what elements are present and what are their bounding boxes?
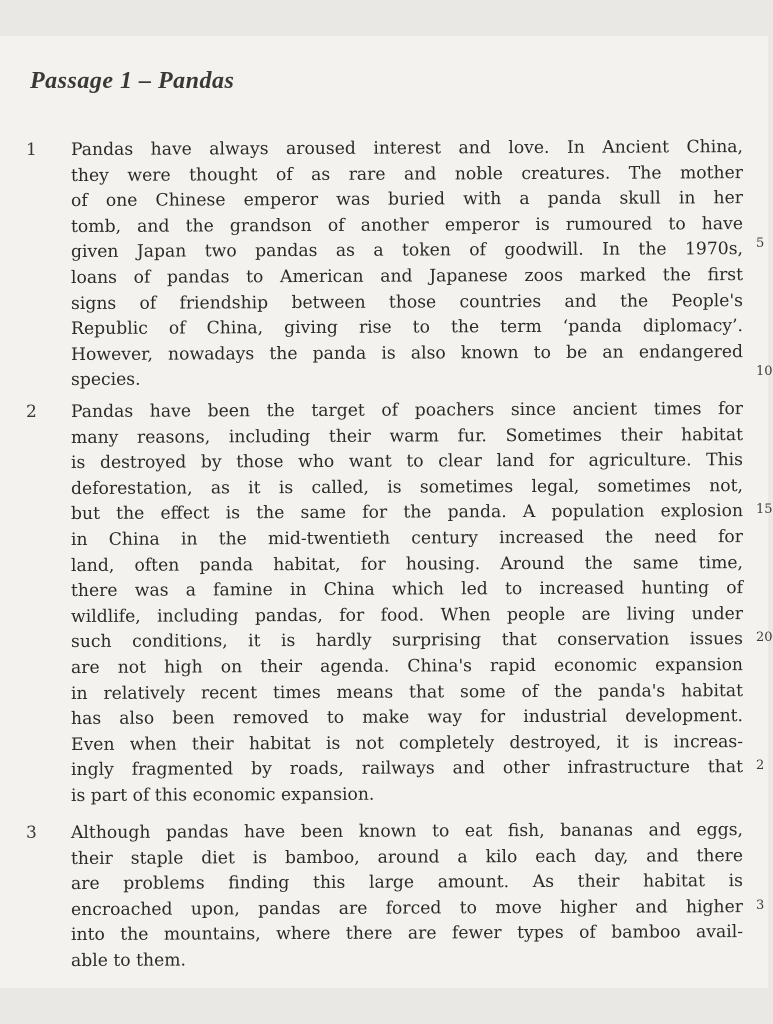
- margin-line-number: 2: [756, 758, 765, 773]
- text-line: but the effect is the same for the panda. A population explosion: [70, 501, 744, 525]
- text-line: wildlife, including pandas, for food. When people are living under: [70, 603, 744, 627]
- paragraph-number: 3: [26, 823, 37, 843]
- text-line: Pandas have always aroused interest and love. In Ancient China,: [70, 137, 744, 160]
- text-line: given Japan two pandas as a token of goodwill. In the 1970s,: [70, 239, 744, 263]
- text-line: is part of this economic expansion.: [70, 784, 375, 806]
- text-line: in relatively recent times means that some of the panda's habitat: [70, 680, 744, 704]
- paragraph-text: [71, 400, 743, 810]
- text-line: is destroyed by those who want to clear land for agriculture. This: [70, 450, 744, 474]
- text-line: Even when their habitat is not completely destroyed, it is increas-: [70, 731, 744, 755]
- text-line: encroached upon, pandas are forced to move higher and higher: [70, 896, 744, 920]
- passage-title: Passage 1 – Pandas: [30, 68, 235, 94]
- text-line: ingly fragmented by roads, railways and other infrastructure that: [70, 757, 744, 781]
- text-line: tomb, and the grandson of another emperor is rumoured to have: [70, 213, 744, 237]
- document-page: [0, 36, 773, 988]
- text-line: of one Chinese emperor was buried with a panda skull in her: [70, 188, 744, 212]
- text-line: Pandas have been the target of poachers since ancient times for: [70, 399, 744, 422]
- text-line: there was a famine in China which led to increased hunting of: [70, 578, 744, 602]
- text-line: are problems finding this large amount. As their habitat is: [70, 871, 744, 895]
- text-line: species.: [70, 370, 141, 391]
- text-line: deforestation, as it is called, is sometimes legal, sometimes not,: [70, 475, 744, 499]
- text-line: in China in the mid-twentieth century increased the need for: [70, 527, 744, 550]
- text-line: their staple diet is bamboo, around a kilo each day, and there: [70, 845, 744, 869]
- paragraph-text: [71, 138, 743, 394]
- margin-line-number: 20: [756, 630, 773, 645]
- margin-line-number: 3: [756, 898, 765, 913]
- text-line: land, often panda habitat, for housing. Around the same time,: [70, 552, 744, 576]
- text-line: Although pandas have been known to eat fish, bananas and eggs,: [70, 820, 744, 843]
- paragraph-text: [71, 821, 743, 975]
- margin-line-number: 15: [756, 502, 773, 517]
- text-line: able to them.: [70, 950, 187, 971]
- paragraph-number: 1: [26, 140, 37, 160]
- text-line: signs of friendship between those countries and the People's: [70, 290, 744, 314]
- text-line: are not high on their agenda. China's rapid economic expansion: [70, 655, 744, 678]
- text-line: they were thought of as rare and noble creatures. The mother: [70, 162, 744, 186]
- margin-line-number: 10: [756, 364, 773, 379]
- margin-line-number: 5: [756, 236, 765, 251]
- text-line: many reasons, including their warm fur. Sometimes their habitat: [70, 424, 744, 448]
- text-line: However, nowadays the panda is also known to be an endangered: [70, 341, 744, 365]
- paragraph-number: 2: [26, 402, 37, 422]
- text-line: has also been removed to make way for industrial development.: [70, 706, 744, 730]
- text-line: such conditions, it is hardly surprising that conservation issues: [70, 629, 744, 653]
- text-line: Republic of China, giving rise to the term ‘panda diplomacy’.: [70, 316, 744, 340]
- text-line: loans of pandas to American and Japanese zoos marked the first: [70, 265, 744, 288]
- text-line: into the mountains, where there are fewer types of bamboo avail-: [70, 922, 744, 946]
